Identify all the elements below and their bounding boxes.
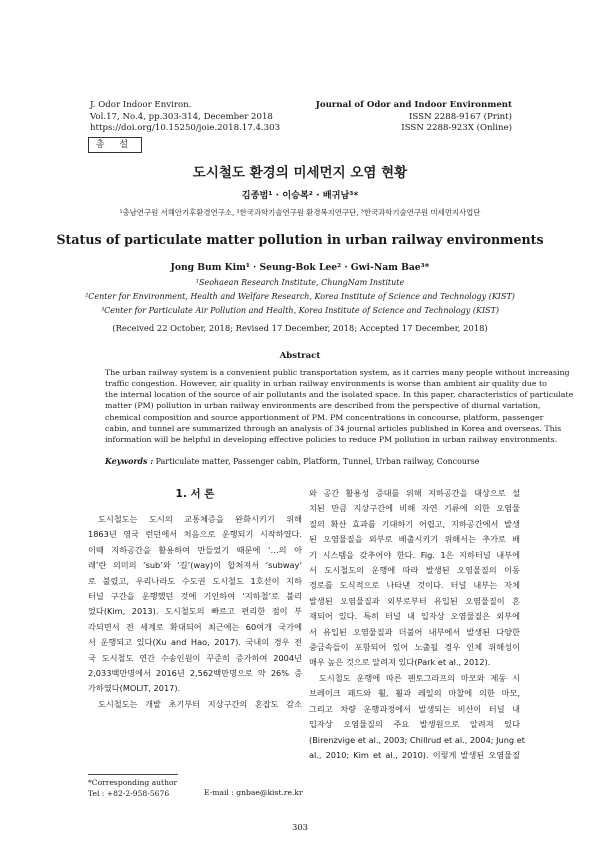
body-line: 도시철도 운행에 따른 팬토그라프의 마모와 제동 시	[319, 672, 520, 683]
journal-header-left	[90, 100, 280, 135]
footnote-corresponding	[88, 777, 177, 799]
body-line: 기 시스템을 갖추어야 한다. Fig. 1은 지하터널 내부에	[309, 549, 520, 560]
body-line: 었다(Kim, 2013). 도시철도의 빠르고 편리한 점이 부	[88, 606, 302, 617]
issn-print: ISSN 2288-9167 (Print)	[409, 111, 512, 122]
body-line: 래’란 의미의 ‘sub’와 ‘길’(way)이 합쳐져서 ‘subway’	[88, 560, 302, 571]
abstract-line: information will be helpful in developing effective policies to reduce PM pollution in urban railway environments.	[105, 434, 558, 444]
journal-header-right	[316, 100, 512, 135]
body-line: 된 오염물질을 외부로 배출시키기 위해서는 추가로 배	[309, 534, 520, 545]
body-line: 로 불렸고, 우리나라도 수도권 도시철도 1호선이 지하	[88, 575, 302, 586]
abstract-line: The urban railway system is a convenient public transportation system, as it carries many people without increasing	[105, 368, 570, 377]
body-left-column	[88, 512, 302, 712]
authors-english: Jong Bum Kim¹ · Seung-Bok Lee² · Gwi-Nam Bae³*	[170, 262, 430, 273]
body-line: 브레이크 패드와 휠, 휠과 레일의 마찰에 의한 마모,	[309, 688, 520, 699]
body-line: al., 2010; Kim et al., 2010). 이렇게 발생된 오염물질	[309, 749, 520, 760]
affiliation-english-3: ³Center for Particulate Air Pollution and Health, Korea Institute of Science and Technology (KIST)	[100, 306, 500, 315]
body-line: 매우 높은 것으로 알려져 있다(Park et al., 2012).	[309, 657, 491, 668]
abstract-line: matter (PM) pollution in urban railway environments are described from the perspective of diurnal variation,	[105, 401, 541, 411]
footnote-rule	[88, 774, 178, 775]
body-line: 서 유입된 오염물질과 더불어 내부에서 발생된 다양한	[309, 626, 520, 637]
body-line: 가하였다(MOLIT, 2017).	[88, 683, 181, 694]
abstract-heading: Abstract	[279, 351, 321, 361]
body-line: 경로를 도식적으로 나타낸 것이다. 터널 내부는 자체	[309, 580, 520, 591]
body-line: 도시철도는 개발 초기부터 지상구간의 혼잡도 감소	[98, 698, 302, 709]
body-line: 그리고 차량 운행과정에서 발생되는 비산이 터널 내	[309, 703, 520, 714]
affiliation-english-2: ²Center for Environment, Health and Welfare Research, Korea Institute of Science and Technology (KIST)	[85, 292, 515, 301]
body-line: 2,033백만명에서 2016년 2,562백만명으로 약 26% 증	[88, 668, 302, 679]
received-dates: (Received 22 October, 2018; Revised 17 December, 2018; Accepted 17 December, 2018)	[112, 323, 488, 333]
body-line: 서 도시철도의 운행에 따라 발생된 오염물질의 이동	[309, 565, 520, 576]
body-line: 서 운행되고 있다(Xu and Hao, 2017). 국내의 경우 전	[88, 637, 302, 648]
body-line: 각되면서 전 세계로 확대되어 최근에는 60여개 국가에	[88, 621, 302, 632]
abstract-line: the internal location of the source of air pollutants and the isolated space. In this paper, characteristics of particulate	[105, 390, 574, 400]
page-number: 303	[292, 822, 308, 832]
keywords-list: Particulate matter, Passenger cabin, Platform, Tunnel, Urban railway, Concourse	[155, 457, 480, 466]
body-line: 질의 확산 효과를 기대하기 어렵고, 지하공간에서 발생	[309, 518, 520, 529]
journal-short-name: J. Odor Indoor Environ.	[90, 100, 192, 110]
abstract-line: cabin, and tunnel are summarized through an analysis of 34 journal articles published in Korea and overseas. This	[105, 423, 562, 433]
body-line: 중금속들이 포함되어 있어 노출될 경우 인체 위해성이	[309, 642, 520, 653]
body-line: (Birenzvige et al., 2003; Chillrud et al., 2004; Jung et	[309, 734, 525, 745]
author-phone: Tel : +82-2-958-5676	[88, 789, 170, 798]
body-line: 와 공간 활용성 증대를 위해 지하공간을 대상으로 설	[309, 488, 520, 498]
body-line: 국 도시철도 연간 수송인원이 꾸준히 증가하여 2004년	[88, 652, 302, 663]
doi-link[interactable]: https://doi.org/10.15250/joie.2018.17.4.303	[90, 123, 281, 133]
affiliation-english-1: ¹Seohaean Research Institute, ChungNam Institute	[195, 278, 405, 287]
issn-online: ISSN 2288-923X (Online)	[401, 123, 512, 133]
title-english: Status of particulate matter pollution in urban railway environments	[56, 232, 544, 247]
authors-korean: 김종범¹ · 이승복² · 배귀남³*	[241, 190, 359, 201]
author-email[interactable]: E-mail : gnbae@kist.re.kr	[204, 788, 303, 797]
corresponding-author-note: *Corresponding author	[88, 778, 178, 787]
body-right-column	[309, 486, 525, 763]
affiliations-korean: ¹충남연구원 서해안기후환경연구소, ²한국과학기술연구원 환경복지연구단, ³한국과학기술연구원 미세먼지사업단	[119, 208, 481, 217]
body-line: 발생된 오염물질과 외부로부터 유입된 오염물질이 혼	[309, 595, 520, 606]
keywords-label: Keywords :	[105, 457, 154, 466]
abstract-line: traffic congestion. However, air quality in urban railway environments is worse than ambient air quality due to	[105, 379, 547, 389]
body-line: 1863년 영국 런던에서 처음으로 운행되기 시작하였다.	[88, 529, 302, 540]
body-line: 입자상 오염물질의 주요 발생원으로 알려져 있다	[309, 719, 520, 730]
body-line: 재되어 있다. 특히 터널 내 입자상 오염물질은 외부에	[309, 611, 520, 622]
keywords	[105, 457, 479, 466]
title-korean: 도시철도 환경의 미세먼지 오염 현황	[192, 165, 408, 181]
abstract-body	[105, 367, 574, 445]
body-line: 터널 구간을 운행했던 것에 기인하여 ‘지하철’로 불리	[88, 591, 302, 602]
journal-full-name: Journal of Odor and Indoor Environment	[315, 100, 512, 110]
section-heading-introduction: 1. 서 론	[175, 488, 215, 500]
abstract-line: chemical composition and source apportionment of PM. PM concentrations in concourse, platform, passenger	[105, 412, 544, 422]
article-type-badge: 총 설	[88, 137, 142, 153]
body-line: 치된 만큼 지상구간에 비해 자연 기류에 의한 오염물	[309, 503, 520, 514]
body-line: 이때 지하공간을 활용하여 만들었기 때문에 ‘…의 아	[88, 544, 302, 555]
body-line: 도시철도는 도시의 교통체증을 완화시키기 위해	[98, 514, 302, 524]
volume-info: Vol.17, No.4, pp.303-314, December 2018	[90, 111, 273, 122]
